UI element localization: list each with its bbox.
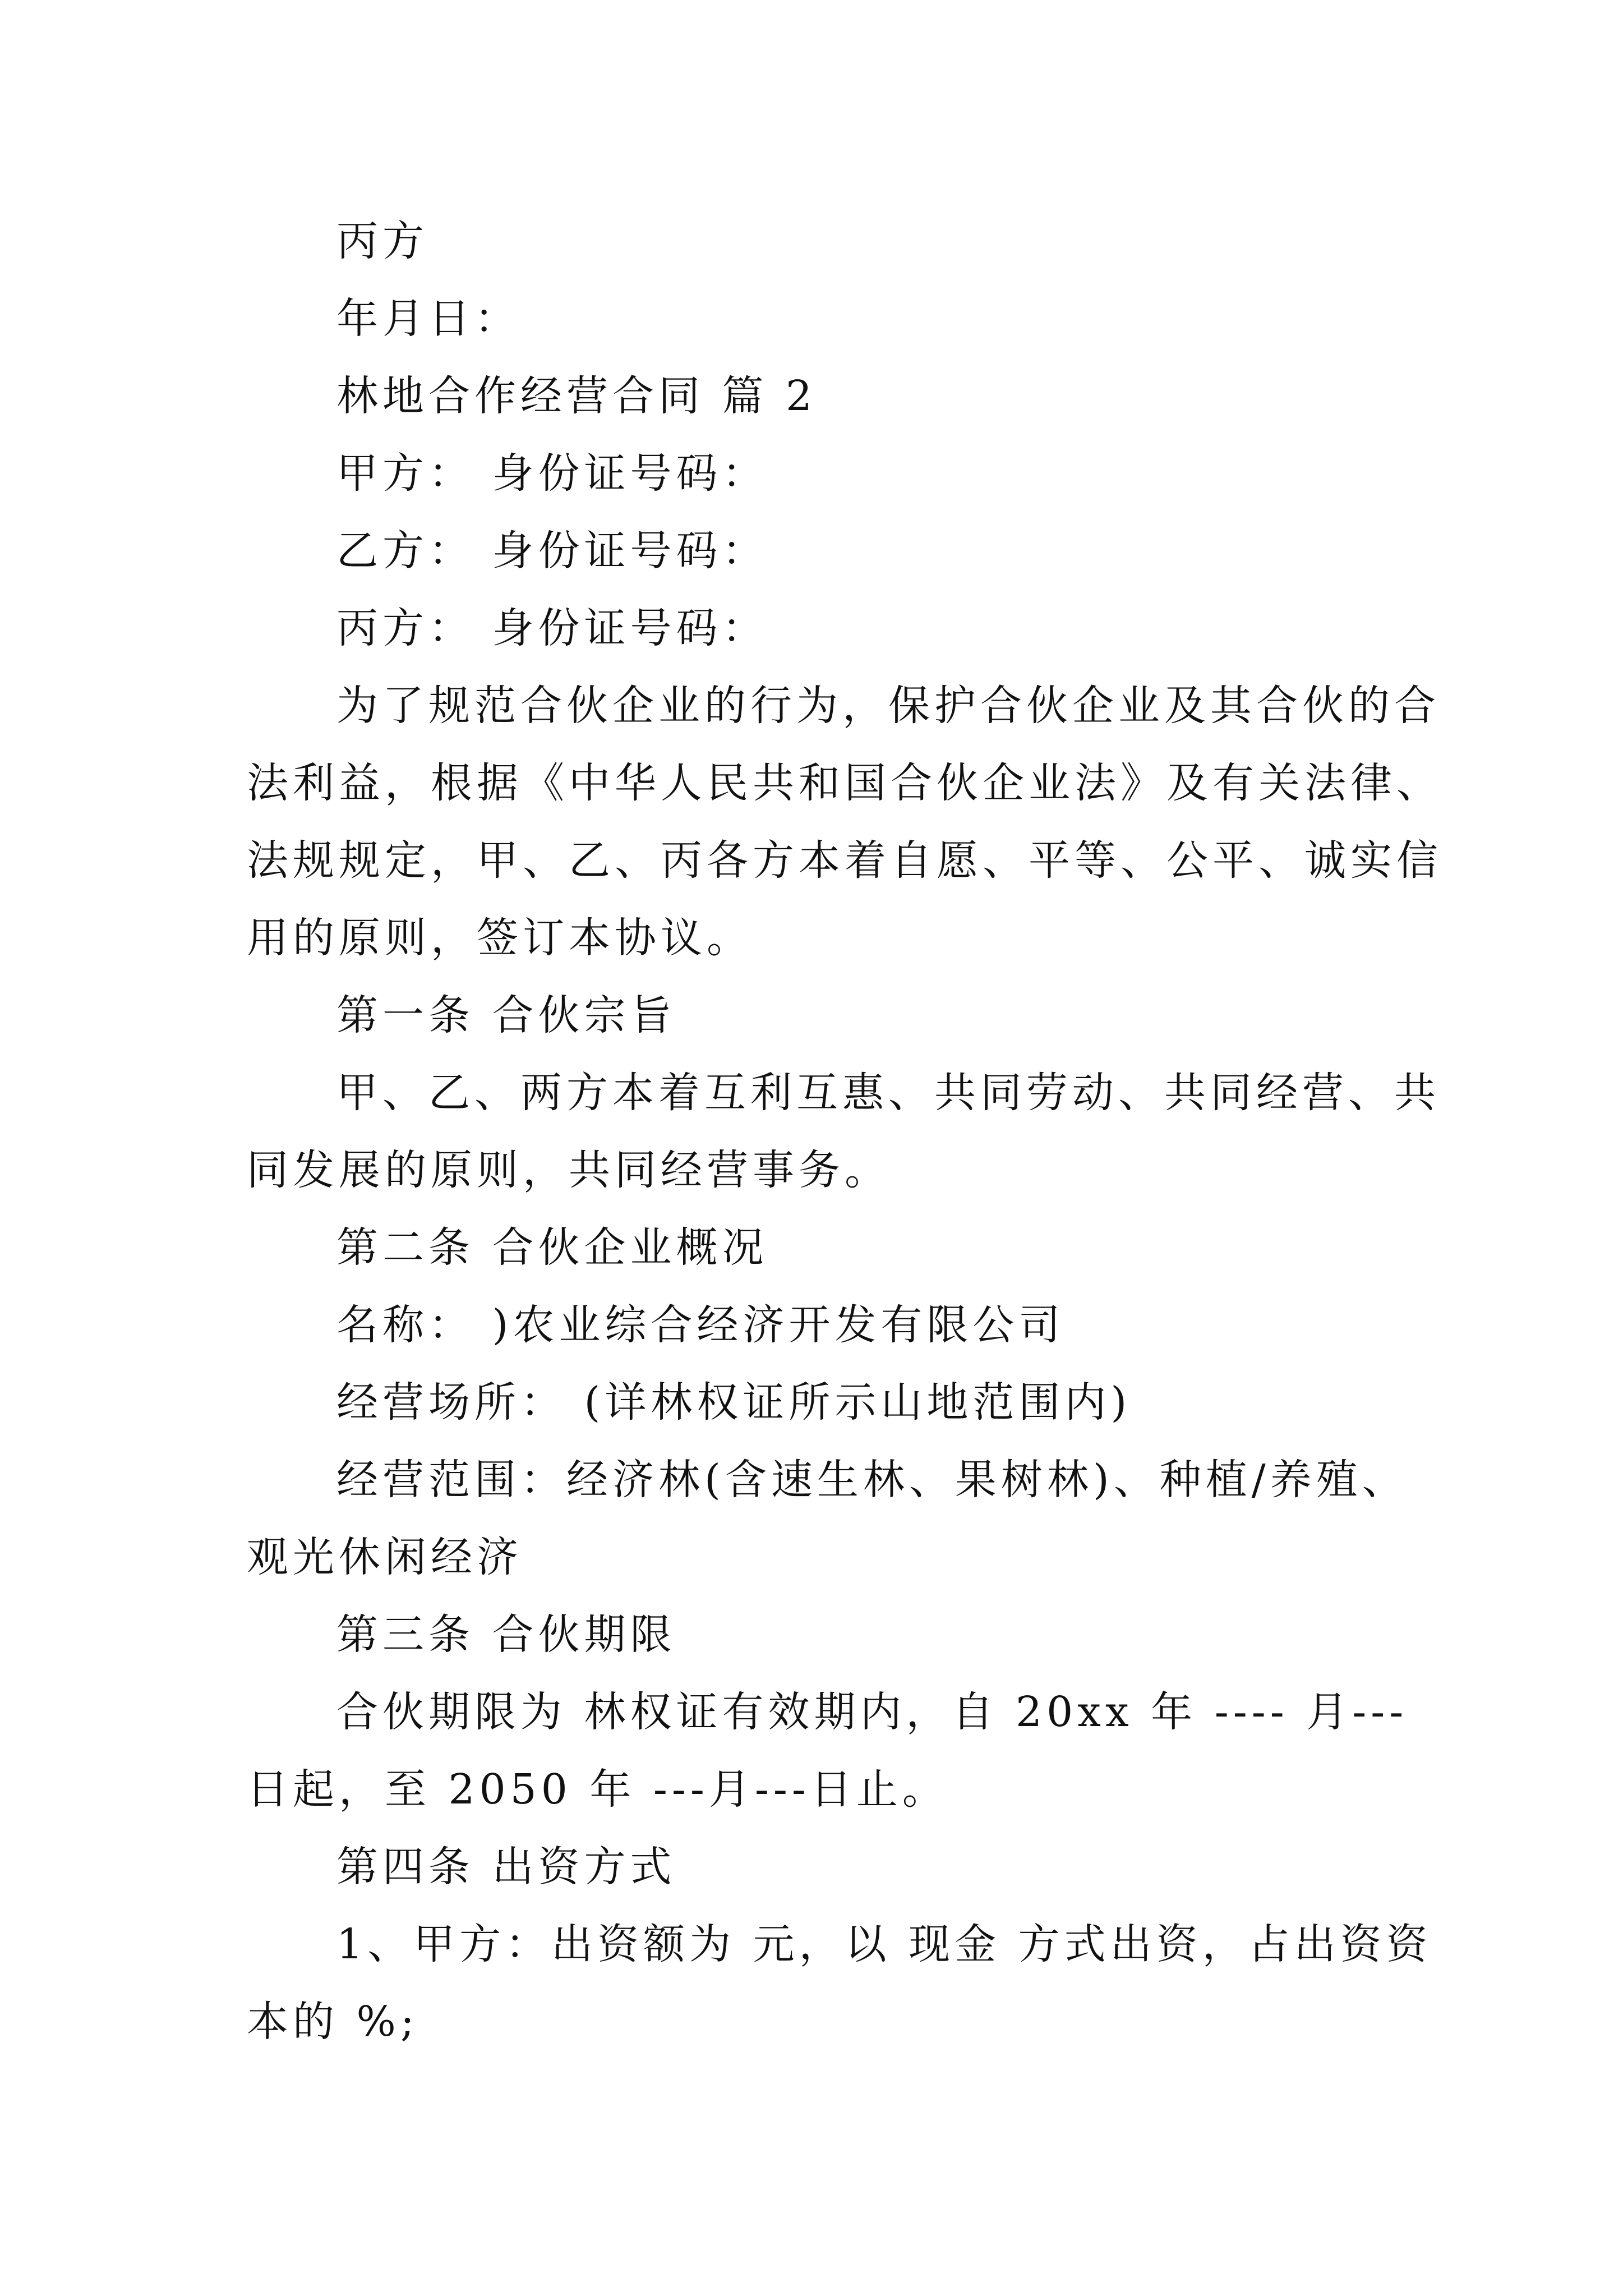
preamble-line-4: 用的原则，签订本协议。 <box>247 914 753 962</box>
article-2-heading: 第二条 合伙企业概况 <box>336 1223 768 1272</box>
business-scope-line-1: 经营范围：经济林(含速生林、果树林)、种植/养殖、 <box>336 1456 1408 1504</box>
date-line: 年月日： <box>336 295 520 343</box>
party-a-contribution-line-2: 本的 %; <box>247 1998 419 2046</box>
preamble-line-2: 法利益，根据《中华人民共和国合伙企业法》及有关法律、 <box>247 759 1442 807</box>
partnership-term-line-2: 日起，至 2050 年 ---月---日止。 <box>247 1765 948 1814</box>
contract-title: 林地合作经营合同 篇 2 <box>336 372 817 420</box>
party-b-id-line: 乙方： 身份证号码： <box>336 527 768 575</box>
company-name-line: 名称： )农业综合经济开发有限公司 <box>336 1301 1065 1349</box>
preamble-line-1: 为了规范合伙企业的行为，保护合伙企业及其合伙的合 <box>336 682 1440 730</box>
preamble-line-3: 法规规定，甲、乙、丙各方本着自愿、平等、公平、诚实信 <box>247 836 1442 885</box>
party-c-label: 丙方 <box>336 217 428 265</box>
article-1-heading: 第一条 合伙宗旨 <box>336 991 676 1039</box>
party-c-id-line: 丙方： 身份证号码： <box>336 604 768 652</box>
article-3-heading: 第三条 合伙期限 <box>336 1611 676 1659</box>
article-1-body-line-2: 同发展的原则，共同经营事务。 <box>247 1146 891 1194</box>
party-a-id-line: 甲方： 身份证号码： <box>336 449 768 498</box>
party-a-contribution-line-1: 1、甲方：出资额为 元，以 现金 方式出资，占出资资 <box>336 1920 1432 1968</box>
article-4-heading: 第四条 出资方式 <box>336 1843 676 1891</box>
partnership-term-line-1: 合伙期限为 林权证有效期内，自 20xx 年 ---- 月--- <box>336 1688 1408 1736</box>
business-scope-line-2: 观光休闲经济 <box>247 1533 523 1581</box>
business-location-line: 经营场所： (详林权证所示山地范围内) <box>336 1378 1132 1427</box>
article-1-body-line-1: 甲、乙、两方本着互利互惠、共同劳动、共同经营、共 <box>336 1069 1440 1117</box>
